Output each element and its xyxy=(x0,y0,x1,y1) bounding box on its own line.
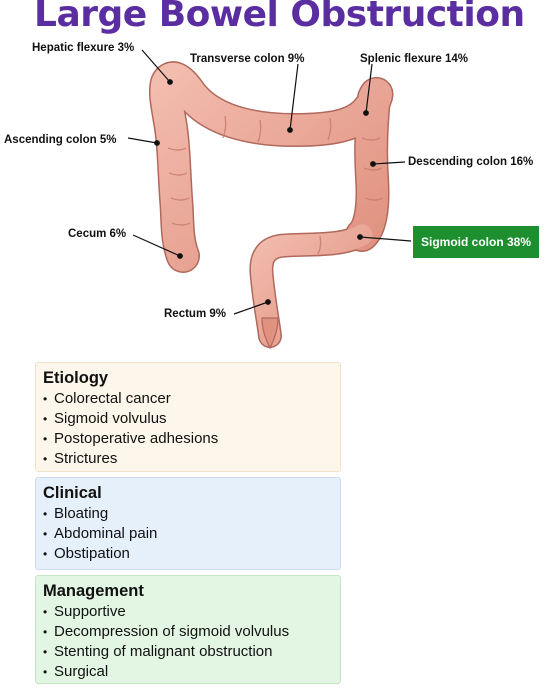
page-title: Large Bowel Obstruction xyxy=(34,0,525,35)
label-rectum: Rectum 9% xyxy=(164,308,226,320)
label-splenic-flexure: Splenic flexure 14% xyxy=(360,53,469,65)
label-descending-colon: Descending colon 16% xyxy=(408,156,534,168)
clinical-item: • Abdominal pain xyxy=(43,524,332,544)
management-item: • Decompression of sigmoid volvulus xyxy=(43,622,332,642)
etiology-item: • Postoperative adhesions xyxy=(43,429,332,449)
management-heading: Management xyxy=(43,582,144,600)
label-cecum: Cecum 6% xyxy=(68,228,127,240)
etiology-item: • Strictures xyxy=(43,449,332,469)
clinical-section xyxy=(35,477,341,570)
management-section xyxy=(35,575,341,684)
label-hepatic-flexure: Hepatic flexure 3% xyxy=(32,42,135,54)
clinical-heading: Clinical xyxy=(43,484,102,502)
management-item: • Surgical xyxy=(43,662,332,682)
management-item: • Supportive xyxy=(43,602,332,622)
etiology-heading: Etiology xyxy=(43,369,109,387)
label-sigmoid-colon: Sigmoid colon 38% xyxy=(413,226,539,258)
colon-diagram xyxy=(0,38,547,358)
label-transverse-colon: Transverse colon 9% xyxy=(190,53,305,65)
clinical-item: • Obstipation xyxy=(43,544,332,564)
etiology-item: • Colorectal cancer xyxy=(43,389,332,409)
management-item: • Stenting of malignant obstruction xyxy=(43,642,332,662)
label-ascending-colon: Ascending colon 5% xyxy=(4,134,117,146)
clinical-item: • Bloating xyxy=(43,504,332,524)
etiology-section xyxy=(35,362,341,472)
etiology-item: • Sigmoid volvulus xyxy=(43,409,332,429)
